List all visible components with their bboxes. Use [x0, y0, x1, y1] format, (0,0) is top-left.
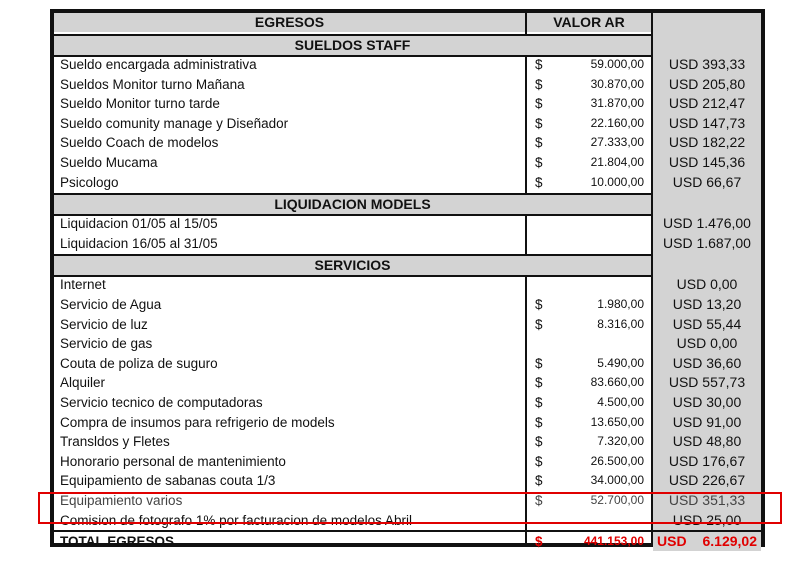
row-description: Alquiler — [60, 375, 106, 391]
row-value-usd: USD 1.476,00 — [653, 214, 761, 233]
total-usd-prefix: USD — [657, 533, 687, 550]
row-value-ar: 8.316,00 — [597, 316, 644, 331]
row-value-usd: USD 147,73 — [653, 114, 761, 133]
row-description: Servicio de gas — [60, 336, 153, 352]
row-description: Internet — [60, 277, 106, 293]
table-row — [54, 315, 761, 334]
row-value-ar: 10.000,00 — [590, 174, 644, 189]
row-value-ar: 52.700,00 — [590, 493, 644, 507]
table-row — [54, 295, 761, 314]
table-row — [54, 214, 761, 233]
row-value-ar: 59.000,00 — [590, 57, 644, 71]
header-valor-ar: VALOR AR — [527, 13, 651, 32]
row-value-usd: USD 66,67 — [653, 173, 761, 192]
row-value-usd: USD 145,36 — [653, 153, 761, 172]
row-value-ar: 27.333,00 — [590, 135, 644, 150]
table-row — [54, 334, 761, 353]
row-currency-symbol: $ — [535, 297, 543, 312]
row-value-ar: 83.660,00 — [590, 375, 644, 390]
row-value-ar: 21.804,00 — [590, 155, 644, 169]
row-currency-symbol: $ — [535, 414, 543, 430]
row-value-ar: 26.500,00 — [590, 453, 644, 468]
row-description: Equipamiento varios — [60, 493, 183, 508]
table-row — [54, 373, 761, 392]
header-egresos: EGRESOS — [54, 13, 525, 32]
highlight-box — [38, 492, 782, 524]
row-value-usd: USD 55,44 — [653, 315, 761, 334]
table-row — [54, 75, 761, 94]
row-description: Servicio de luz — [60, 316, 148, 332]
row-value-usd: USD 176,67 — [653, 452, 761, 471]
row-currency-symbol: $ — [535, 174, 543, 190]
row-description: Servicio de Agua — [60, 297, 162, 312]
row-currency-symbol: $ — [535, 473, 543, 489]
row-value-ar: 34.000,00 — [590, 473, 644, 488]
row-description: Honorario personal de mantenimiento — [60, 453, 286, 469]
row-currency-symbol — [535, 234, 555, 253]
section-servicios: SERVICIOS — [54, 254, 651, 277]
row-description: Liquidacion 01/05 al 15/05 — [60, 216, 218, 232]
table-row — [54, 432, 761, 451]
row-currency-symbol: $ — [535, 155, 543, 170]
row-currency-symbol: $ — [535, 96, 543, 112]
row-description: Equipamiento de sabanas couta 1/3 — [60, 473, 276, 489]
row-currency-symbol: $ — [535, 493, 543, 508]
row-value-usd: USD 0,00 — [653, 275, 761, 294]
row-currency-symbol: $ — [535, 135, 543, 151]
row-value-usd: USD 48,80 — [653, 432, 761, 451]
row-currency-symbol: $ — [535, 76, 543, 92]
row-value-usd: USD 36,60 — [653, 354, 761, 373]
table-row — [54, 55, 761, 74]
row-currency-symbol — [535, 334, 555, 353]
row-value-ar: 7.320,00 — [597, 434, 644, 449]
row-value-usd: USD 91,00 — [653, 413, 761, 432]
row-value-ar: 4.500,00 — [597, 395, 644, 409]
section-liquidacion-models: LIQUIDACION MODELS — [54, 193, 651, 216]
row-value-ar: 1.980,00 — [597, 297, 644, 311]
table-row — [54, 413, 761, 432]
total-label: TOTAL EGRESOS — [60, 534, 175, 550]
row-value-ar: 22.160,00 — [590, 115, 644, 130]
row-description: Couta de poliza de suguro — [60, 355, 218, 371]
table-row — [54, 471, 761, 490]
row-description: Sueldo encargada administrativa — [60, 57, 257, 72]
row-description: Sueldo Monitor turno tarde — [60, 96, 220, 112]
row-value-ar — [554, 234, 646, 253]
row-description: Comision de fotografo 1% por facturacion de modelos Abril — [60, 512, 412, 528]
row-description: Sueldos Monitor turno Mañana — [60, 76, 245, 92]
row-value-usd: USD 351,33 — [653, 491, 761, 510]
row-description: Compra de insumos para refrigerio de models — [60, 414, 335, 430]
row-value-usd: USD 25,00 — [653, 511, 761, 530]
row-currency-symbol: $ — [535, 375, 543, 391]
row-currency-symbol: $ — [535, 316, 543, 332]
total-currency-symbol: $ — [535, 534, 543, 550]
row-value-usd: USD 13,20 — [653, 295, 761, 314]
row-description: Servicio tecnico de computadoras — [60, 395, 263, 410]
row-value-usd: USD 212,47 — [653, 94, 761, 113]
row-value-ar — [554, 275, 646, 294]
row-value-ar — [554, 334, 646, 353]
table-row — [54, 173, 761, 192]
row-currency-symbol: $ — [535, 453, 543, 469]
row-value-usd: USD 393,33 — [653, 55, 761, 74]
row-description: Sueldo Mucama — [60, 155, 158, 170]
table-row — [54, 275, 761, 294]
table-row — [54, 133, 761, 152]
row-currency-symbol: $ — [535, 57, 543, 72]
table-row — [54, 114, 761, 133]
row-value-usd: USD 205,80 — [653, 75, 761, 94]
row-currency-symbol — [535, 214, 555, 233]
table-row — [54, 452, 761, 471]
expenses-table — [50, 9, 765, 550]
table-row — [54, 354, 761, 373]
row-value-ar: 31.870,00 — [590, 96, 644, 111]
row-value-usd: USD 557,73 — [653, 373, 761, 392]
section-sueldos-staff: SUELDOS STAFF — [54, 34, 651, 57]
row-description: Sueldo comunity manage y Diseñador — [60, 115, 289, 131]
row-description: Transldos y Fletes — [60, 434, 170, 450]
row-currency-symbol — [535, 275, 555, 294]
table-row — [54, 153, 761, 172]
total-usd-amount: 6.129,02 — [702, 533, 757, 550]
total-value-ar: 441.153,00 — [583, 534, 644, 549]
total-row — [54, 530, 761, 551]
row-value-ar — [554, 214, 646, 233]
row-currency-symbol: $ — [535, 434, 543, 450]
row-value-ar: 13.650,00 — [590, 414, 644, 429]
row-value-ar: 30.870,00 — [590, 76, 644, 91]
row-currency-symbol: $ — [535, 115, 543, 131]
row-value-usd: USD 1.687,00 — [653, 234, 761, 253]
row-value-usd: USD 30,00 — [653, 393, 761, 412]
row-value-usd: USD 182,22 — [653, 133, 761, 152]
total-value-usd — [653, 532, 761, 551]
row-currency-symbol: $ — [535, 355, 543, 371]
table-row — [54, 393, 761, 412]
row-value-ar: 5.490,00 — [597, 355, 644, 370]
row-description: Psicologo — [60, 174, 119, 190]
row-currency-symbol: $ — [535, 395, 543, 410]
table-row — [54, 234, 761, 253]
row-value-usd: USD 226,67 — [653, 471, 761, 490]
row-description: Sueldo Coach de modelos — [60, 135, 219, 151]
row-description: Liquidacion 16/05 al 31/05 — [60, 235, 218, 251]
table-row — [54, 94, 761, 113]
row-value-usd: USD 0,00 — [653, 334, 761, 353]
